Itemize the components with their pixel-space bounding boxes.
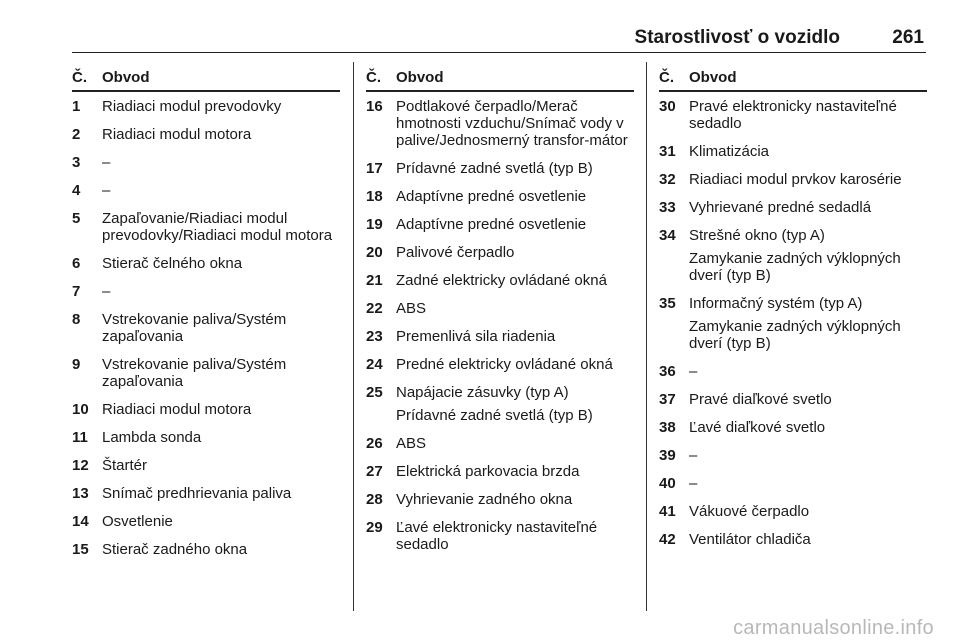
fuse-number: 28 (366, 491, 383, 508)
fuse-row (366, 98, 634, 149)
fuse-table-column-3 (659, 68, 927, 559)
fuse-number: 13 (72, 485, 89, 502)
fuse-number: 17 (366, 160, 383, 177)
fuse-circuit (689, 143, 927, 160)
fuse-number: 19 (366, 216, 383, 233)
fuse-number: 23 (366, 328, 383, 345)
fuse-circuit (689, 419, 927, 436)
fuse-circuit-text: Klimatizácia (689, 143, 770, 160)
fuse-number: 12 (72, 457, 89, 474)
fuse-number: 7 (72, 283, 81, 300)
fuse-row (366, 384, 634, 424)
fuse-circuit (102, 513, 340, 530)
fuse-number: 10 (72, 401, 89, 418)
fuse-circuit (102, 485, 340, 502)
fuse-number: 3 (72, 154, 81, 171)
fuse-circuit (396, 216, 634, 233)
fuse-circuit-text: – (689, 447, 698, 464)
fuse-circuit (396, 491, 634, 508)
fuse-row (659, 447, 927, 464)
fuse-circuit (396, 384, 634, 424)
column-header-number: Č. (659, 69, 674, 86)
fuse-circuit (102, 98, 340, 115)
fuse-number: 21 (366, 272, 383, 289)
fuse-number: 6 (72, 255, 81, 272)
fuse-circuit-text: Štartér (102, 457, 148, 474)
fuse-circuit-text: Napájacie zásuvky (typ A) (396, 384, 569, 401)
fuse-circuit-text: – (689, 475, 698, 492)
fuse-circuit-text: Riadiaci modul prevodovky (102, 98, 282, 115)
fuse-circuit (102, 401, 340, 418)
fuse-circuit (102, 126, 340, 143)
column-header-number: Č. (366, 69, 381, 86)
fuse-circuit (396, 244, 634, 261)
fuse-number: 24 (366, 356, 383, 373)
fuse-circuit-text: Adaptívne predné osvetlenie (396, 188, 587, 205)
fuse-row (366, 300, 634, 317)
fuse-circuit-text: Predné elektricky ovládané okná (396, 356, 613, 373)
fuse-number: 36 (659, 363, 676, 380)
fuse-circuit-text: Ľavé diaľkové svetlo (689, 419, 826, 436)
fuse-circuit-text: Elektrická parkovacia brzda (396, 463, 580, 480)
fuse-circuit (689, 391, 927, 408)
fuse-circuit (689, 227, 927, 284)
fuse-row (659, 295, 927, 352)
fuse-row (366, 160, 634, 177)
fuse-number: 22 (366, 300, 383, 317)
fuse-circuit (102, 210, 340, 244)
fuse-row (72, 485, 340, 502)
fuse-row (72, 457, 340, 474)
fuse-number: 35 (659, 295, 676, 312)
fuse-row (366, 188, 634, 205)
fuse-number: 29 (366, 519, 383, 536)
fuse-number: 37 (659, 391, 676, 408)
fuse-number: 39 (659, 447, 676, 464)
fuse-circuit (689, 295, 927, 352)
page-title: Starostlivosť o vozidlo (634, 27, 840, 48)
fuse-row (659, 199, 927, 216)
fuse-row (659, 503, 927, 520)
fuse-number: 20 (366, 244, 383, 261)
fuse-circuit-text: Prídavné zadné svetlá (typ B) (396, 160, 593, 177)
fuse-number: 14 (72, 513, 89, 530)
fuse-row (366, 328, 634, 345)
fuse-circuit-text: Lambda sonda (102, 429, 202, 446)
fuse-circuit-text: Ľavé elektronicky nastaviteľné sedadlo (396, 519, 598, 553)
fuse-circuit (689, 199, 927, 216)
fuse-row (72, 283, 340, 300)
fuse-row (659, 419, 927, 436)
fuse-row (72, 154, 340, 171)
fuse-number: 15 (72, 541, 89, 558)
fuse-number: 31 (659, 143, 676, 160)
fuse-circuit (102, 182, 340, 199)
fuse-row (366, 216, 634, 233)
fuse-circuit-text: Adaptívne predné osvetlenie (396, 216, 587, 233)
fuse-number: 26 (366, 435, 383, 452)
fuse-circuit (689, 363, 927, 380)
fuse-circuit-text: Zadné elektricky ovládané okná (396, 272, 607, 289)
fuse-circuit (102, 311, 340, 345)
fuse-circuit (689, 98, 927, 132)
fuse-circuit-text: Stierač zadného okna (102, 541, 248, 558)
fuse-circuit (689, 171, 927, 188)
fuse-number: 9 (72, 356, 81, 373)
fuse-circuit-text: Premenlivá sila riadenia (396, 328, 556, 345)
fuse-number: 1 (72, 98, 81, 115)
fuse-circuit (396, 160, 634, 177)
fuse-circuit (689, 503, 927, 520)
fuse-circuit (102, 154, 340, 171)
fuse-number: 8 (72, 311, 81, 328)
fuse-circuit-alt-text: Prídavné zadné svetlá (typ B) (396, 407, 593, 424)
fuse-row (72, 182, 340, 199)
fuse-number: 40 (659, 475, 676, 492)
fuse-circuit-text: Vyhrievanie zadného okna (396, 491, 573, 508)
page-header (72, 26, 926, 53)
fuse-row (366, 491, 634, 508)
fuse-circuit-text: Vákuové čerpadlo (689, 503, 810, 520)
fuse-circuit-text: Pravé diaľkové svetlo (689, 391, 832, 408)
fuse-row (659, 227, 927, 284)
column-header-label: Obvod (102, 69, 150, 86)
fuse-circuit-text: ABS (396, 435, 427, 452)
fuse-circuit-text: Strešné okno (typ A) (689, 227, 825, 244)
fuse-circuit (396, 519, 634, 553)
fuse-circuit-text: Vstrekovanie paliva/Systém zapaľovania (102, 311, 287, 345)
fuse-circuit (396, 328, 634, 345)
fuse-circuit-text: Informačný systém (typ A) (689, 295, 863, 312)
fuse-circuit-text: Palivové čerpadlo (396, 244, 515, 261)
fuse-number: 2 (72, 126, 81, 143)
fuse-row (659, 531, 927, 548)
fuse-circuit (396, 435, 634, 452)
fuse-circuit (102, 356, 340, 390)
fuse-row (659, 363, 927, 380)
fuse-row (72, 429, 340, 446)
column-header-label: Obvod (396, 69, 444, 86)
column-divider (646, 62, 647, 611)
fuse-number: 11 (72, 429, 88, 446)
fuse-circuit-text: ABS (396, 300, 427, 317)
fuse-number: 5 (72, 210, 81, 227)
fuse-circuit-text: – (102, 154, 111, 171)
fuse-circuit-alt-text: Zamykanie zadných výklopných dverí (typ B) (689, 318, 901, 352)
fuse-number: 42 (659, 531, 676, 548)
fuse-circuit-text: Pravé elektronicky nastaviteľné sedadlo (689, 98, 897, 132)
fuse-number: 25 (366, 384, 383, 401)
fuse-table-column-2 (366, 68, 634, 564)
fuse-row (366, 356, 634, 373)
fuse-row (659, 98, 927, 132)
fuse-circuit (689, 475, 927, 492)
column-header-label: Obvod (689, 69, 737, 86)
fuse-row (366, 519, 634, 553)
fuse-circuit (689, 531, 927, 548)
fuse-number: 41 (659, 503, 676, 520)
fuse-circuit-text: Snímač predhrievania paliva (102, 485, 292, 502)
fuse-number: 32 (659, 171, 676, 188)
fuse-number: 33 (659, 199, 676, 216)
fuse-circuit (396, 188, 634, 205)
fuse-row (366, 244, 634, 261)
fuse-row (72, 210, 340, 244)
fuse-row (72, 255, 340, 272)
fuse-circuit-text: Riadiaci modul prvkov karosérie (689, 171, 902, 188)
fuse-row (72, 98, 340, 115)
fuse-circuit (102, 283, 340, 300)
fuse-number: 16 (366, 98, 383, 115)
fuse-row (659, 171, 927, 188)
fuse-row (366, 463, 634, 480)
fuse-circuit (396, 272, 634, 289)
fuse-row (72, 356, 340, 390)
fuse-row (72, 311, 340, 345)
fuse-circuit-text: Zapaľovanie/Riadiaci modul prevodovky/Riadiaci modul motora (102, 210, 333, 244)
fuse-circuit-alt-text: Zamykanie zadných výklopných dverí (typ B) (689, 250, 901, 284)
fuse-circuit (396, 356, 634, 373)
fuse-number: 27 (366, 463, 383, 480)
fuse-circuit-text: Stierač čelného okna (102, 255, 243, 272)
fuse-circuit-text: Ventilátor chladiča (689, 531, 811, 548)
fuse-number: 38 (659, 419, 676, 436)
column-header (366, 68, 634, 92)
fuse-circuit-text: Riadiaci modul motora (102, 401, 252, 418)
fuse-row (659, 143, 927, 160)
fuse-circuit-text: Vstrekovanie paliva/Systém zapaľovania (102, 356, 287, 390)
fuse-number: 34 (659, 227, 676, 244)
fuse-row (366, 435, 634, 452)
column-divider (353, 62, 354, 611)
fuse-circuit (102, 457, 340, 474)
fuse-row (72, 541, 340, 558)
fuse-row (72, 126, 340, 143)
fuse-circuit-text: Podtlakové čerpadlo/Merač hmotnosti vzduchu/Snímač vody v palive/Jednosmerný transfor-mátor (396, 98, 628, 149)
fuse-circuit (396, 463, 634, 480)
fuse-circuit (396, 98, 634, 149)
fuse-circuit (689, 447, 927, 464)
fuse-number: 4 (72, 182, 81, 199)
column-header (72, 68, 340, 92)
fuse-number: 18 (366, 188, 383, 205)
fuse-number: 30 (659, 98, 676, 115)
fuse-circuit-text: – (102, 182, 111, 199)
column-header (659, 68, 927, 92)
fuse-circuit (102, 255, 340, 272)
fuse-row (72, 513, 340, 530)
page-number: 261 (892, 27, 924, 48)
fuse-circuit-text: Riadiaci modul motora (102, 126, 252, 143)
fuse-row (366, 272, 634, 289)
fuse-table-column-1 (72, 68, 340, 569)
fuse-row (659, 475, 927, 492)
fuse-circuit (396, 300, 634, 317)
fuse-circuit (102, 429, 340, 446)
fuse-row (72, 401, 340, 418)
watermark: carmanualsonline.info (733, 617, 934, 639)
fuse-circuit (102, 541, 340, 558)
fuse-circuit-text: – (689, 363, 698, 380)
fuse-circuit-text: Osvetlenie (102, 513, 173, 530)
column-header-number: Č. (72, 69, 87, 86)
fuse-circuit-text: – (102, 283, 111, 300)
fuse-row (659, 391, 927, 408)
fuse-circuit-text: Vyhrievané predné sedadlá (689, 199, 872, 216)
